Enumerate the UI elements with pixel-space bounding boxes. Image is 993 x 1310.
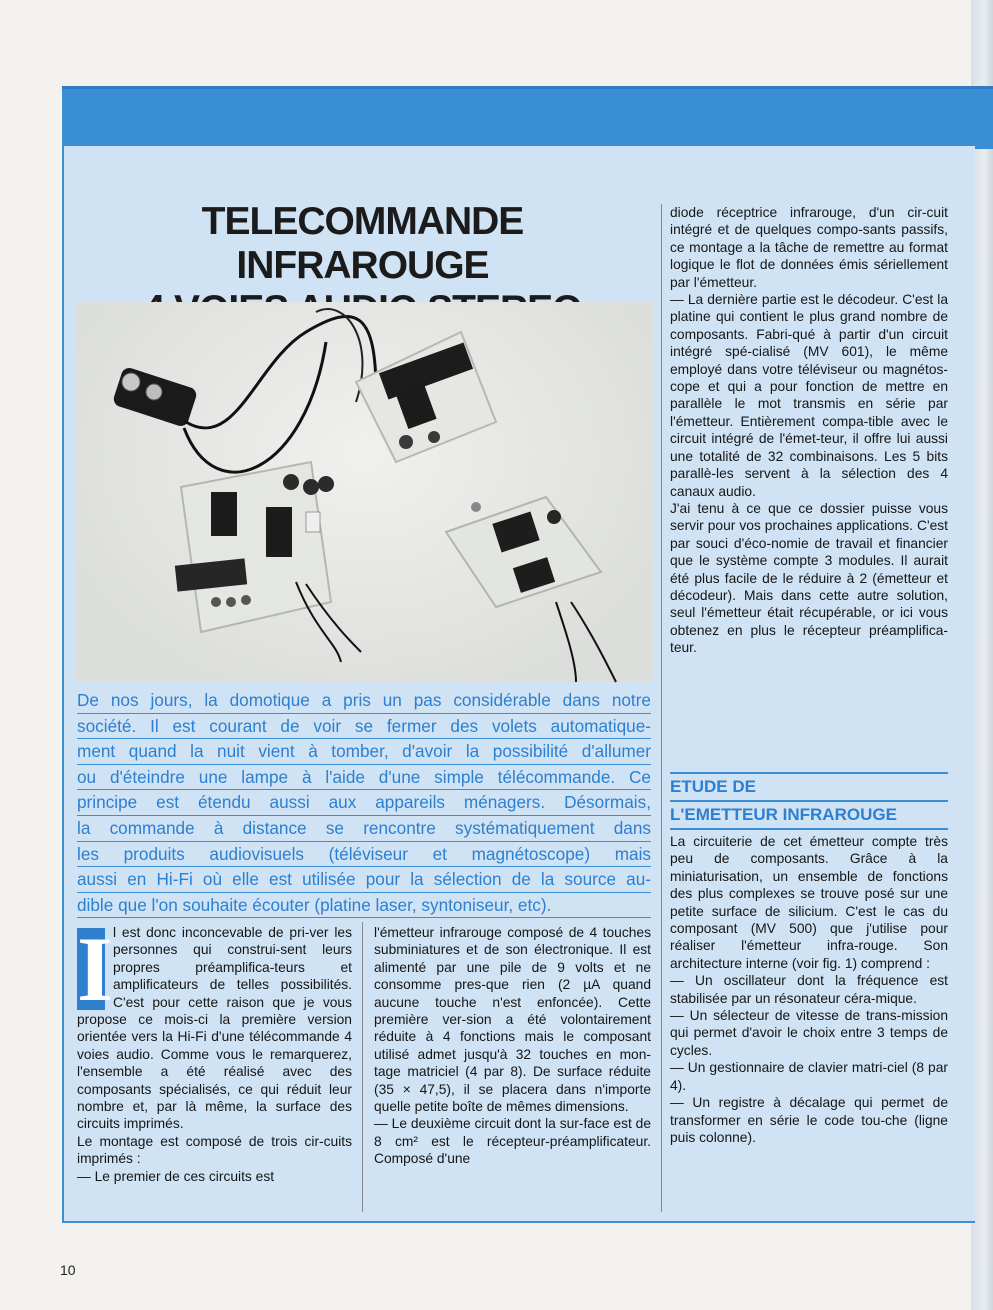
lead-line: principe est étendu aussi aux appareils ménagers. Désormais, (77, 790, 651, 816)
section-heading-line-2: L'EMETTEUR INFRAROUGE (670, 802, 948, 830)
paragraph: J'ai tenu à ce que ce dossier puisse vous servir pour vos prochaines applications. C'est par souci d'éco-nomie de travail et financier que le système compte 3 modules. Il aurait été plus facile de le réduire à 2 (émetteur et décodeur). Mais dans cette autre solution, seul l'émetteur était récupérable, or ici vous obtenez en plus le récepteur préamplifica-teur. (670, 500, 948, 656)
paragraph: — Le deuxième circuit dont la sur-face est de 8 cm² est le récepteur-préamplificateur. Composé d'une (374, 1116, 651, 1167)
paragraph: — Un oscillateur dont la fréquence est stabilisée par un résonateur céra-mique. (670, 973, 948, 1006)
paragraph: Le montage est composé de trois cir-cuits imprimés : (77, 1133, 352, 1167)
section-heading (670, 772, 948, 830)
lead-line: ment quand la nuit vient à tomber, d'avoir la possibilité d'allumer (77, 739, 651, 765)
header-band (62, 86, 993, 149)
circuit-photo-illustration (76, 302, 653, 682)
lead-line: société. Il est courant de voir se fermer des volets automatique- (77, 714, 651, 740)
paragraph: — Un gestionnaire de clavier matri-ciel (8 par 4). (670, 1060, 948, 1093)
section-heading-line-1: ETUDE DE (670, 774, 948, 802)
body-column-1 (77, 918, 352, 1185)
title-line-1: TELECOMMANDE INFRAROUGE (201, 200, 524, 287)
circuit-photo (76, 302, 653, 682)
lead-line: les produits audiovisuels (téléviseur et magnétoscope) mais (77, 842, 651, 868)
body-column-3-bottom (670, 833, 948, 1146)
body-column-3-top (670, 204, 948, 657)
paragraph: — Un sélecteur de vitesse de trans-mission qui permet d'avoir le choix entre 3 temps de cycles. (670, 1008, 948, 1058)
lead-line: la commande à distance se rencontre systématiquement dans (77, 816, 651, 842)
article-lead (77, 688, 651, 918)
lead-line: dible que l'on souhaite écouter (platine laser, syntoniseur, etc). (77, 893, 651, 919)
body-column-2 (374, 924, 651, 1168)
battery-clip (112, 366, 199, 428)
column-divider (661, 204, 662, 1212)
lead-line: De nos jours, la domotique a pris un pas considérable dans notre (77, 688, 651, 714)
lead-line: aussi en Hi-Fi où elle est utilisée pour la sélection de la source au- (77, 867, 651, 893)
paragraph: La circuiterie de cet émetteur compte très peu de composants. Grâce à la miniaturisation, un ensemble de fonctions des plus complexes se trouve posé sur une petite surface de silicium. C'est le cas du composant (MV 500) que j'utilise pour réaliser l'émetteur infra-rouge. Son architecture interne (voir fig. 1) comprend : (670, 834, 948, 971)
paragraph: diode réceptrice infrarouge, d'un cir-cuit intégré et de quelques compo-sants passifs, ce montage a la tâche de remettre au format logique le flot de données émis sériellement par l'émetteur. (670, 205, 948, 290)
paragraph: — La dernière partie est le décodeur. C'est la platine qui contient le plus grand nombre de composants. Fabri-qué à partir d'un circuit intégré spé-cialisé (MV 601), le même employé dans votre téléviseur ou magnétos-cope et qui a pour fonction de mettre en parallèle le mot transmis en série par l'émetteur. Entièrement compa-tible avec le circuit intégré de l'émet-teur, il offre lui aussi une totalité de 32 combinaisons. Les 5 bits parallè-les servent à la sélection des 4 canaux audio. (670, 292, 948, 499)
decoder-board (175, 462, 361, 662)
paragraph: — Le premier de ces circuits est (77, 1168, 275, 1184)
column-divider (362, 922, 363, 1212)
paragraph: l est donc inconcevable de pri-ver les personnes qui construi-sent leurs propres préamplifica-teurs et amplificateurs de telles possibilités. C'est pour cette raison que je vous propose ce mois-ci la première version orientée vers la Hi-Fi d'une télécommande 4 voies audio. Comme vous le remarquerez, l'ensemble a été réalisé avec des composants spécialisés, ce qui réduit leur nombre et, par là même, la surface des circuits imprimés. (77, 925, 352, 1132)
paragraph: l'émetteur infrarouge composé de 4 touches subminiatures et de son électronique. Il est alimenté par une pile de 9 volts et ne consomme pres-que rien (2 µA quand aucune touche n'est enfoncée). Cette première ver-sion a été volontairement réduite à 4 fonctions mais le composant utilisé admet jusqu'à 32 touches en mon-tage matriciel (4 par 8). De surface réduite (35 × 47,5), il se placera dans n'importe quelle petite boîte de mêmes dimensions. (374, 925, 651, 1115)
page-number: 10 (60, 1262, 76, 1278)
lead-line: ou d'éteindre une lampe à l'aide d'une simple télécommande. Ce (77, 765, 651, 791)
drop-cap: I (77, 918, 113, 1020)
emitter-board (356, 332, 496, 462)
receiver-board (446, 497, 616, 682)
paragraph: — Un registre à décalage qui permet de transformer en série le code tou-che (ligne puis colonne). (670, 1095, 948, 1145)
